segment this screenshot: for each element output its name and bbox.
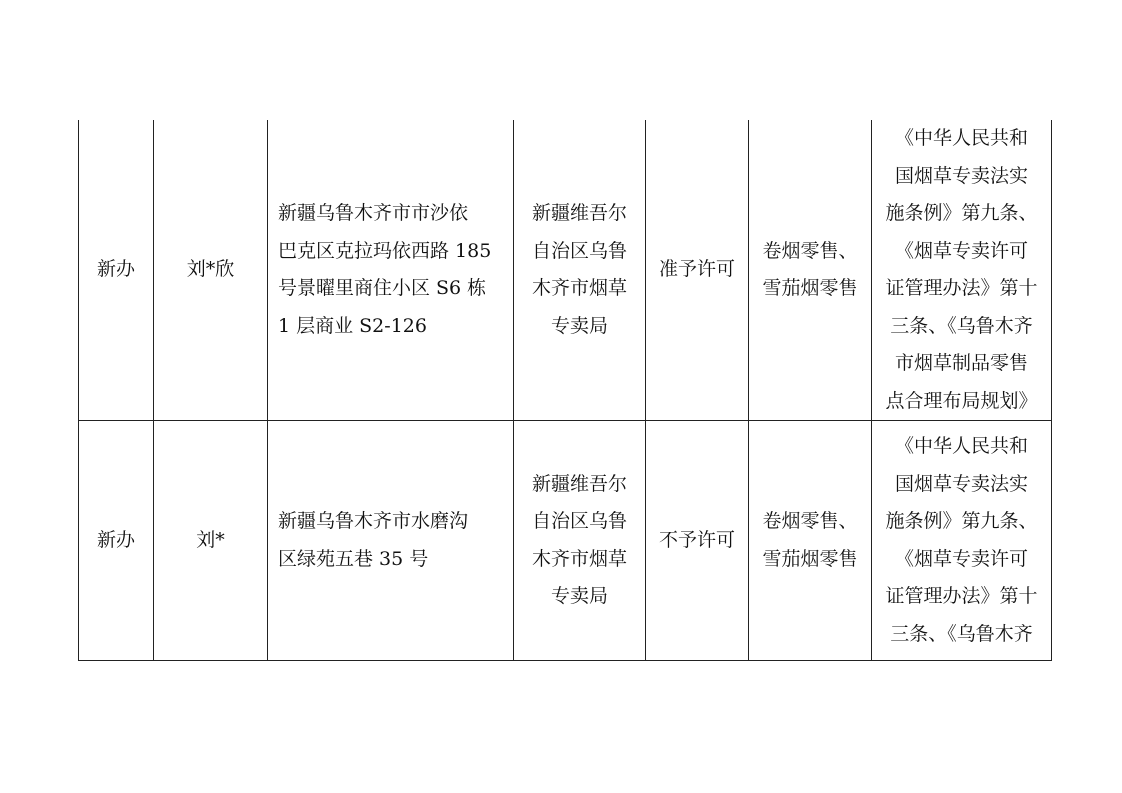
applicant-name-cell bbox=[154, 421, 268, 661]
business-scope: 卷烟零售、 雪茄烟零售 bbox=[762, 510, 858, 570]
applicant-name-cell bbox=[154, 120, 268, 421]
business-scope-cell bbox=[749, 120, 872, 421]
license-decision-table bbox=[78, 120, 1052, 661]
business-scope: 卷烟零售、 雪茄烟零售 bbox=[762, 239, 858, 299]
issuing-authority-cell bbox=[514, 120, 646, 421]
issuing-authority: 新疆维吾尔 自治区乌鲁 木齐市烟草 专卖局 bbox=[531, 472, 627, 607]
table-row bbox=[79, 421, 1052, 661]
applicant-name: 刘* bbox=[196, 528, 225, 551]
legal-basis: 《中华人民共和 国烟草专卖法实 施条例》第九条、 《烟草专卖许可 证管理办法》第十 三条、《乌鲁木齐 市烟草制品零售 点合理布局规划》 bbox=[885, 127, 1038, 412]
table-row bbox=[79, 120, 1052, 421]
legal-basis: 《中华人民共和 国烟草专卖法实 施条例》第九条、 《烟草专卖许可 证管理办法》第十 三条、《乌鲁木齐 bbox=[885, 435, 1038, 645]
application-type-cell bbox=[79, 120, 154, 421]
decision-result-cell bbox=[646, 120, 749, 421]
application-type-cell bbox=[79, 421, 154, 661]
application-type: 新办 bbox=[96, 528, 135, 551]
issuing-authority-cell bbox=[514, 421, 646, 661]
decision-result-cell bbox=[646, 421, 749, 661]
decision-result: 不予许可 bbox=[658, 528, 735, 551]
business-address-cell bbox=[268, 120, 514, 421]
application-type: 新办 bbox=[96, 258, 135, 281]
business-address: 新疆乌鲁木齐市市沙依 巴克区克拉玛依西路 185 号景曜里商住小区 S6 栋 1 层商业 S2-126 bbox=[278, 202, 492, 337]
legal-basis-cell bbox=[872, 120, 1052, 421]
decision-result: 准予许可 bbox=[658, 258, 735, 281]
applicant-name: 刘*欣 bbox=[186, 258, 235, 281]
issuing-authority: 新疆维吾尔 自治区乌鲁 木齐市烟草 专卖局 bbox=[531, 202, 627, 337]
business-scope-cell bbox=[749, 421, 872, 661]
legal-basis-cell bbox=[872, 421, 1052, 661]
business-address-cell bbox=[268, 421, 514, 661]
business-address: 新疆乌鲁木齐市水磨沟 区绿苑五巷 35 号 bbox=[278, 510, 469, 570]
